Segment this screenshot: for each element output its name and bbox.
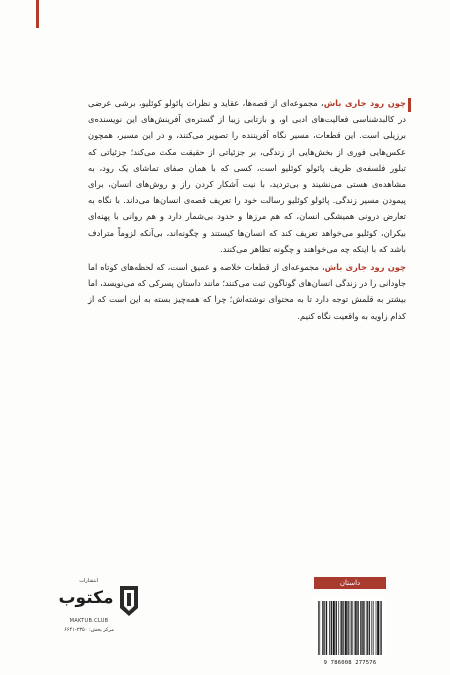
genre-badge: داستان <box>314 577 386 589</box>
blurb-body-2: ، مجموعه‌ای از قطعات خلاصه و عمیق است، که لحظه‌های کوتاه اما جاودانی را در زندگی انسان‌های گوناگون ثبت می‌کنند؛ مانند داستان پسرکی که می‌نویسد، اما بیشتر به قلمش توجه دارد تا به محتوای نوشته‌اش؛ چرا که همه‌چیز بسته به این است که از کدام زاویه به واقعیت نگاه کنیم. <box>88 262 406 321</box>
blurb-title-2: چون رود جاری باش <box>324 262 406 273</box>
publisher-phone: مرکز پخش: ۲۳۵۰-۶۶۴۱ <box>64 627 114 633</box>
blurb-body-1: ، مجموعه‌ای از قصه‌ها، عقاید و نظرات پائولو کوئلیو، برشی عرضی در کالبدشناسی فعالیت‌های ادبی او، و بازتابی زیبا از گستره‌ی آفرینش‌های این نویسنده‌ی برزیلی است. این قطعات، مسیر نگاه آفریننده را تصویر می‌کنند، و در این مسیر، همچون عکس‌هایی فوری از بخش‌هایی از زندگی، بر جزئیاتی از حقیقت مکث می‌کند؛ جزئیاتی که تبلور فلسفه‌ی ظریف پائولو کوئلیو است، کسی که با همان صفای تماشای یک رود، به مشاهده‌ی هستی می‌نشیند و بی‌تردید، با نیت آشکار کردن راز و روش‌های انسان، برای پیمودن مسیر زندگی. پائولو کوئلیو رسالت خود را تعریف قصه‌ی انسان‌ها می‌داند. با نگاه به تعارض درونی همیشگی انسان، که هم مرزها و حدود بی‌شمار دارد و هم روانی با پهنه‌ای بیکران، کوئلیو می‌خواهد تعریف کند که انسان‌ها کیستند و چگونه‌اند، بی‌آنکه لزوماً مترادف باشد که با اینکه چه می‌خواهند و چگونه تظاهر می‌کنند. <box>88 98 406 254</box>
blurb-text <box>88 95 406 324</box>
top-accent-rule <box>36 0 39 28</box>
blurb-title-1: چون رود جاری باش <box>323 98 406 108</box>
isbn-number: 9 786008 277576 <box>323 660 377 666</box>
publisher-url: MAKTUB.CLUB <box>69 618 109 624</box>
isbn-barcode <box>314 597 386 657</box>
publisher-tagline: انتشارات <box>79 578 98 584</box>
paragraph-accent-bar <box>408 98 411 112</box>
barcode-graphic <box>314 597 386 657</box>
publisher-name: مکتوب <box>58 588 114 608</box>
blurb-paragraph-2 <box>88 259 406 324</box>
blurb-paragraph-1 <box>88 95 406 257</box>
